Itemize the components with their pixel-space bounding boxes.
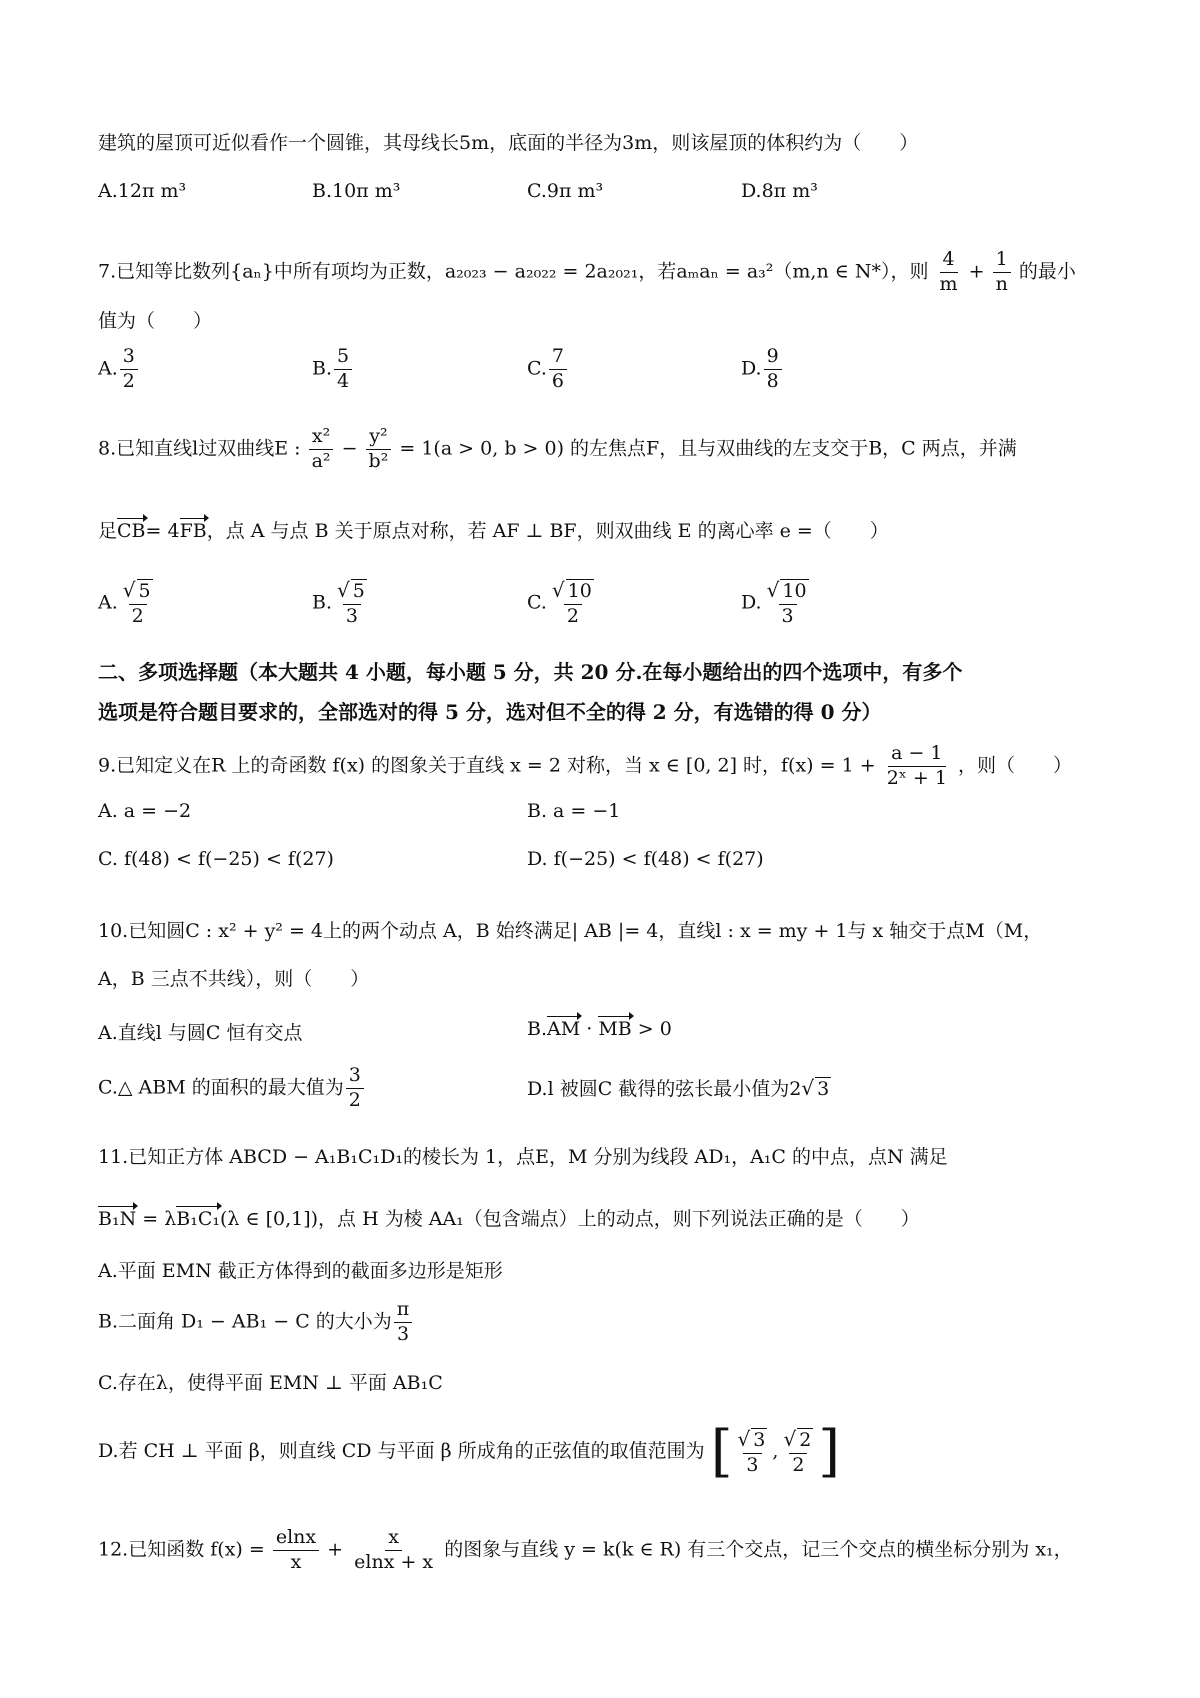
q11-vector-b1c1: B₁C₁ <box>176 1208 220 1230</box>
q7-stem-tail: 的最小 <box>1018 260 1076 283</box>
q9-stem <box>98 742 1072 791</box>
q8-stem-tail: = 1(a > 0, b > 0) 的左焦点F，且与双曲线的左支交于B，C 两点，并满 <box>399 437 1017 460</box>
q6-option-b: B.10π m³ <box>312 180 401 202</box>
q8-text-eq: = 4 <box>145 520 180 542</box>
q8-text-rest: ，点 A 与点 B 关于原点对称，若 AF ⊥ BF，则双曲线 E 的离心率 e =（ ） <box>206 520 889 542</box>
q7-stem-line2: 值为（ ） <box>98 310 213 332</box>
q10-option-b-tail: > 0 <box>631 1018 672 1040</box>
q11-stem-tail: (λ ∈ [0,1])，点 H 为棱 AA₁（包含端点）上的动点，则下列说法正确的是（ ） <box>220 1208 920 1230</box>
q11-eq: = λ <box>136 1208 177 1230</box>
q10-option-b-label: B. <box>527 1018 548 1040</box>
q11-option-a: A.平面 EMN 截正方体得到的截面多边形是矩形 <box>98 1260 503 1282</box>
q10-option-c <box>98 1064 366 1113</box>
q6-option-a: A.12π m³ <box>98 180 187 202</box>
q10-option-a: A.直线l 与圆C 恒有交点 <box>98 1022 303 1044</box>
q6-option-c: C.9π m³ <box>527 180 604 202</box>
q7-option-a-frac: $\frac{3}{2}$ <box>120 345 138 394</box>
q7-option-b-frac: $\frac{5}{4}$ <box>334 345 352 394</box>
q8-option-b-frac: $\frac{√ 5}{3}$ <box>337 578 365 627</box>
q10-vector-am: AM <box>547 1018 581 1040</box>
q7-fraction-1-over-n: $\frac{1}{n}$ <box>993 248 1011 297</box>
q7-option-c: C. $\frac{7}{6}$ <box>527 345 569 394</box>
q8-vector-cb: CB <box>117 520 146 542</box>
q8-text-zu: 足 <box>98 520 118 542</box>
q12-fraction2: $\frac{x}{elnx + x}$ <box>354 1526 434 1573</box>
q10-option-d <box>527 1074 831 1101</box>
q11-option-d-frac2: $\frac{√ 2}{2}$ <box>783 1426 812 1476</box>
section2-heading-line1: 二、多项选择题（本大题共 4 小题，每小题 5 分，共 20 分.在每小题给出的四个选项中，有多个 <box>98 660 963 684</box>
q11-option-d-text: D.若 CH ⊥ 平面 β，则直线 CD 与平面 β 所成角的正弦值的取值范围为 <box>98 1440 705 1462</box>
q8-vector-fb: FB <box>179 520 207 542</box>
q10-option-c-frac: $\frac{3}{2}$ <box>346 1064 364 1113</box>
q9-stem-text: 9.已知定义在R 上的奇函数 f(x) 的图象关于直线 x = 2 对称，当 x ∈ [0, 2] 时，f(x) = 1 + <box>98 754 876 777</box>
q11-stem-line1: 11.已知正方体 ABCD − A₁B₁C₁D₁的棱长为 1，点E，M 分别为线段 AD₁，A₁C 的中点，点N 满足 <box>98 1146 948 1168</box>
q8-option-d: D. $\frac{√ 10}{3}$ <box>741 578 814 629</box>
q9-fraction: $\frac{a - 1}{\text{2ˣ + 1}}$ <box>886 742 947 789</box>
q11-left-bracket: [ <box>710 1419 733 1484</box>
q7-plus: + <box>968 260 985 283</box>
q12-plus: + <box>327 1538 344 1561</box>
q7-fraction-4-over-m: $\frac{4}{m}$ <box>939 248 958 295</box>
q9-stem-tail: ，则（ ） <box>957 754 1072 777</box>
q10-stem-line1: 10.已知圆C : x² + y² = 4上的两个动点 A，B 始终满足| AB |= 4，直线l : x = my + 1与 x 轴交于点M（M， <box>98 920 1043 942</box>
q7-option-d-frac: $\frac{9}{8}$ <box>764 345 782 394</box>
q11-option-b-frac: $\frac{\pi}{3}$ <box>394 1298 413 1347</box>
q10-dot: · <box>580 1018 599 1040</box>
section2-heading-line2: 选项是符合题目要求的，全部选对的得 5 分，选对但不全的得 2 分，有选错的得 0 分） <box>98 700 882 724</box>
q8-stem-line2 <box>98 516 889 543</box>
q8-option-d-frac: $\frac{√ 10}{3}$ <box>766 578 807 627</box>
q7-option-a: A. $\frac{3}{2}$ <box>98 345 140 394</box>
q10-radical-sign: √ <box>801 1076 815 1100</box>
q7-option-b: B. $\frac{5}{4}$ <box>312 345 354 394</box>
q8-stem-line1 <box>98 425 1017 474</box>
q11-comma: , <box>772 1440 779 1462</box>
q10-vector-mb: MB <box>598 1018 632 1040</box>
q7-stem-text: 7.已知等比数列{aₙ}中所有项均为正数，a₂₀₂₃ − a₂₀₂₂ = 2a₂₀₂₁，若aₘaₙ = a₃²（m,n ∈ N*），则 <box>98 260 929 283</box>
q11-option-d-frac1: $\frac{√ 3}{3}$ <box>737 1426 766 1476</box>
q12-fraction1: $\frac{elnx}{x}$ <box>273 1526 319 1575</box>
q10-radicand: 3 <box>817 1078 830 1100</box>
q11-option-b-text: B.二面角 D₁ − AB₁ − C 的大小为 <box>98 1310 392 1333</box>
q8-option-a-frac: $\frac{√ 5}{2}$ <box>122 578 151 627</box>
q9-option-a: A. a = −2 <box>98 800 192 822</box>
q12-stem-tail: 的图象与直线 y = k(k ∈ R) 有三个交点，记三个交点的横坐标分别为 x₁， <box>444 1538 1073 1561</box>
q9-option-d: D. f(−25) < f(48) < f(27) <box>527 848 764 870</box>
q7-option-c-frac: $\frac{7}{6}$ <box>549 345 567 394</box>
q8-option-a: A. $\frac{√ 5}{2}$ <box>98 578 158 629</box>
q8-option-b: B. $\frac{√ 5}{3}$ <box>312 578 372 629</box>
q8-minus: − <box>341 437 358 460</box>
q6-option-d: D.8π m³ <box>741 180 818 202</box>
q8-option-c-frac: $\frac{√ 10}{2}$ <box>551 578 592 627</box>
q10-option-d-text: D.l 被圆C 截得的弦长最小值为2 <box>527 1078 802 1100</box>
q12-stem-text: 12.已知函数 f(x) = <box>98 1538 265 1561</box>
q10-stem-line2: A，B 三点不共线），则（ ） <box>98 968 370 990</box>
q11-stem-line2 <box>98 1204 920 1231</box>
q11-vector-b1n: B₁N <box>98 1208 137 1230</box>
q6-stem: 建筑的屋顶可近似看作一个圆锥，其母线长5m，底面的半径为3m，则该屋顶的体积约为（ ） <box>98 132 919 154</box>
q9-option-b: B. a = −1 <box>527 800 621 822</box>
q11-option-b <box>98 1298 414 1347</box>
q7-option-d: D. $\frac{9}{8}$ <box>741 345 784 394</box>
q9-option-c: C. f(48) < f(−25) < f(27) <box>98 848 334 870</box>
q8-fraction-y2-b2: $\frac{\text{y²}}{\text{b²}}$ <box>366 425 392 474</box>
q8-fraction-x2-a2: $\frac{\text{x²}}{\text{a²}}$ <box>309 425 334 474</box>
q11-option-d <box>98 1419 841 1484</box>
q11-option-c: C.存在λ，使得平面 EMN ⊥ 平面 AB₁C <box>98 1372 443 1394</box>
q7-stem-line1 <box>98 248 1076 297</box>
q10-option-b <box>527 1018 672 1040</box>
q12-stem <box>98 1526 1073 1575</box>
q8-stem-text: 8.已知直线l过双曲线E : <box>98 437 301 460</box>
q8-option-c: C. $\frac{√ 10}{2}$ <box>527 578 599 629</box>
q11-right-bracket: ] <box>818 1419 841 1484</box>
q10-option-c-text: C.△ ABM 的面积的最大值为 <box>98 1076 344 1099</box>
